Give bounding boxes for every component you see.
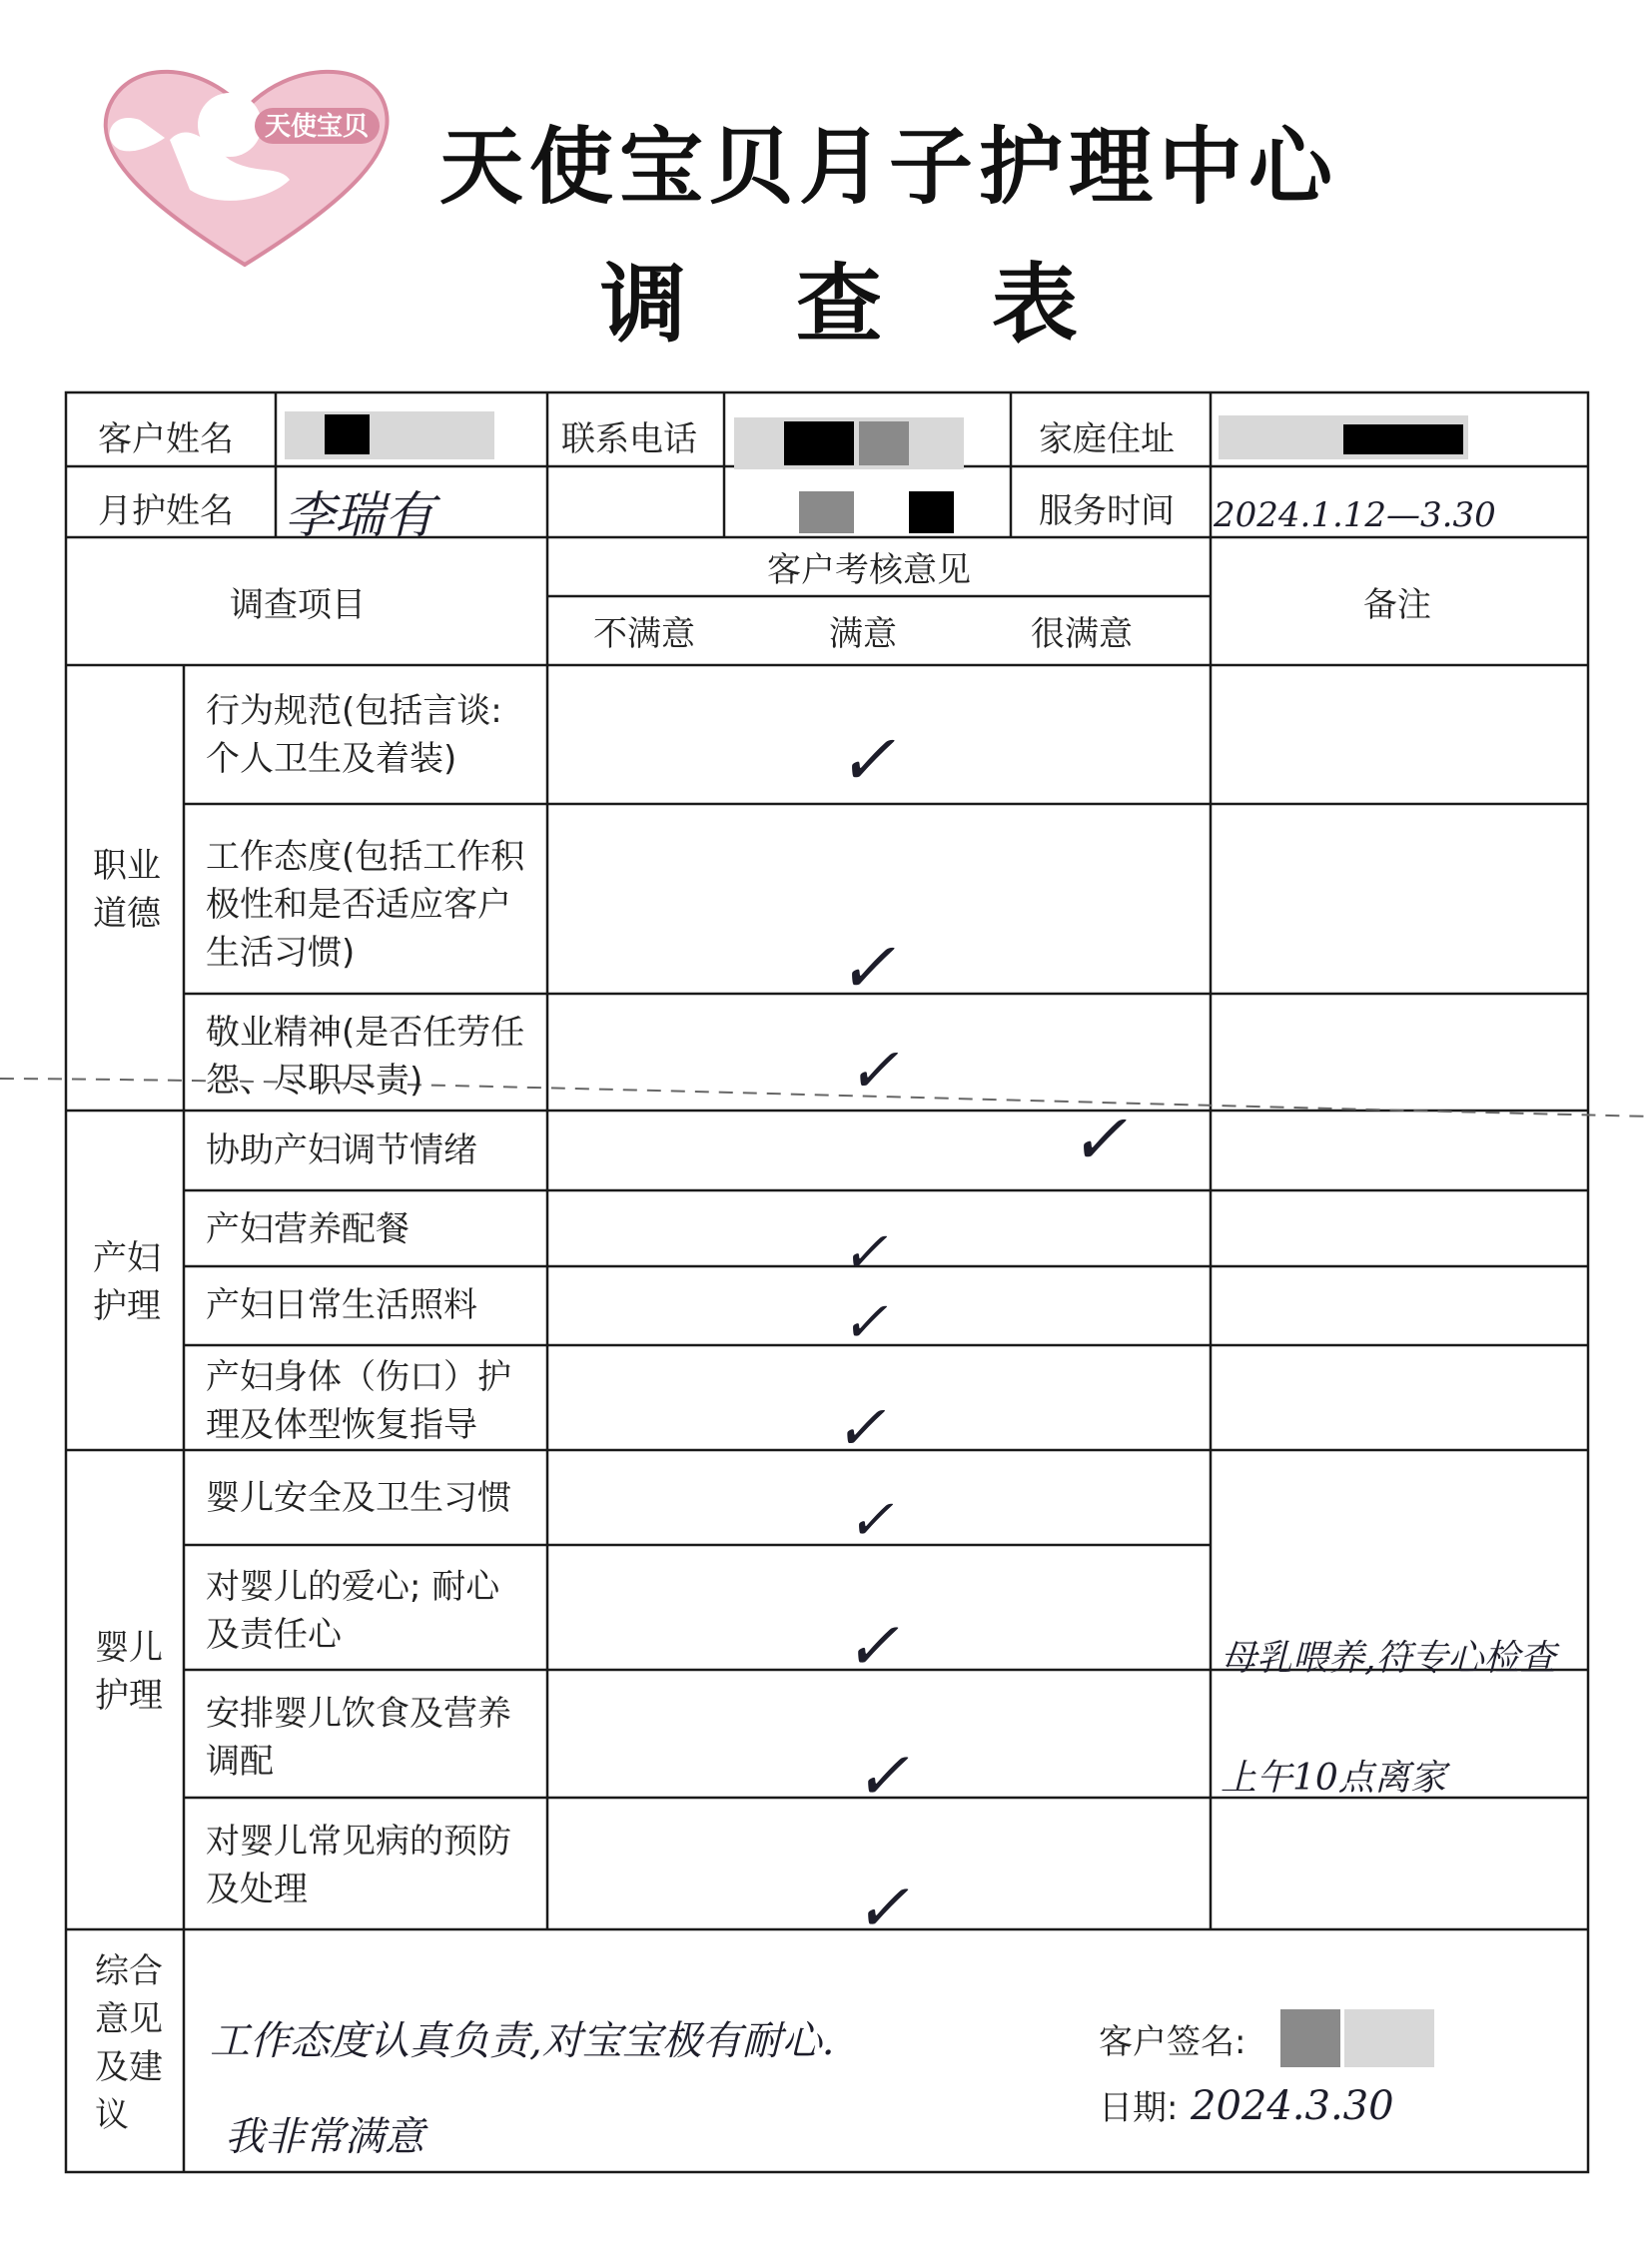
check-mark-nutrition: ✓: [841, 1220, 888, 1285]
item-label-baby-love: 对婴儿的爱心; 耐心 及责任心: [206, 1567, 500, 1655]
phone2-redact-block-dark: [909, 491, 954, 533]
group-ethics-label: 职业 道德: [93, 846, 161, 934]
page-title: 天使宝贝月子护理中心: [439, 118, 1339, 216]
phone2-redact-block: [799, 491, 854, 533]
phone-redact-block-grey: [859, 421, 909, 465]
remark-header: 备注: [1363, 585, 1431, 625]
phone-label: 联系电话: [561, 419, 697, 459]
summary-comment-line-1: 工作态度认真负责,对宝宝极有耐心.: [210, 2018, 835, 2064]
item-label-baby-illness: 对婴儿常见病的预防 及处理: [206, 1822, 511, 1909]
check-mark-behavior: ✓: [837, 719, 896, 801]
col-unsatisfied-header: 不满意: [593, 614, 695, 654]
address-label: 家庭住址: [1039, 419, 1175, 459]
check-mark-daily-care: ✓: [841, 1290, 888, 1355]
customer-name-label: 客户姓名: [98, 419, 234, 459]
item-label-behavior: 行为规范(包括言谈: 个人卫生及着装): [206, 691, 502, 779]
customer-name-redact-block: [325, 414, 370, 454]
item-label-baby-feeding: 安排婴儿饮食及营养 调配: [206, 1694, 511, 1782]
check-mark-emotion: ✓: [1069, 1099, 1128, 1180]
signature-redacted: [1280, 2009, 1340, 2067]
date-label: 日期:: [1099, 2088, 1179, 2128]
nurse-name-label: 月护姓名: [98, 491, 234, 531]
item-label-daily-care: 产妇日常生活照料: [206, 1285, 477, 1325]
item-label-dedication: 敬业精神(是否任劳任 怨、尽职尽责): [206, 1013, 525, 1101]
item-label-nutrition: 产妇营养配餐: [206, 1209, 410, 1249]
summary-comment-line-2: 我非常满意: [225, 2114, 424, 2160]
check-mark-dedication: ✓: [847, 1034, 899, 1107]
item-label-emotion: 协助产妇调节情绪: [206, 1130, 477, 1170]
group-mother-label: 产妇 护理: [93, 1238, 161, 1326]
signature-redacted-light: [1344, 2009, 1434, 2067]
remark-line-1: 母乳喂养,符专心检查: [1221, 1638, 1556, 1679]
survey-item-header: 调查项目: [230, 585, 366, 625]
col-satisfied-header: 满意: [829, 614, 897, 654]
service-time-value: 2024.1.12—3.30: [1214, 495, 1496, 535]
address-redact-block: [1343, 424, 1463, 454]
item-label-recovery: 产妇身体（伤口）护 理及体型恢复指导: [206, 1357, 511, 1445]
date-value: 2024.3.30: [1191, 2083, 1394, 2129]
remark-line-2: 上午10点离家: [1221, 1758, 1446, 1799]
customer-name-redacted: [285, 411, 494, 459]
customer-opinion-header: 客户考核意见: [767, 550, 971, 590]
group-baby-label: 婴儿 护理: [95, 1628, 163, 1716]
check-mark-recovery: ✓: [834, 1391, 886, 1464]
signature-label: 客户签名:: [1099, 2022, 1246, 2062]
item-label-baby-safety: 婴儿安全及卫生习惯: [206, 1478, 511, 1518]
service-time-label: 服务时间: [1039, 491, 1175, 531]
item-label-attitude: 工作态度(包括工作积 极性和是否适应客户 生活习惯): [206, 837, 525, 973]
nurse-name-value: 李瑞有: [285, 486, 434, 544]
group-summary-label: 综合 意见 及建 议: [95, 1951, 163, 2135]
logo-text: 天使宝贝: [265, 112, 370, 142]
check-mark-attitude: ✓: [837, 927, 896, 1009]
check-mark-baby-feeding: ✓: [854, 1738, 910, 1815]
check-mark-baby-illness: ✓: [854, 1870, 910, 1946]
check-mark-baby-safety: ✓: [847, 1488, 894, 1553]
col-very-satisfied-header: 很满意: [1031, 614, 1133, 654]
check-mark-baby-love: ✓: [844, 1608, 900, 1685]
page-subtitle: 调 查 表: [600, 255, 1118, 355]
phone-redact-block: [784, 421, 854, 465]
